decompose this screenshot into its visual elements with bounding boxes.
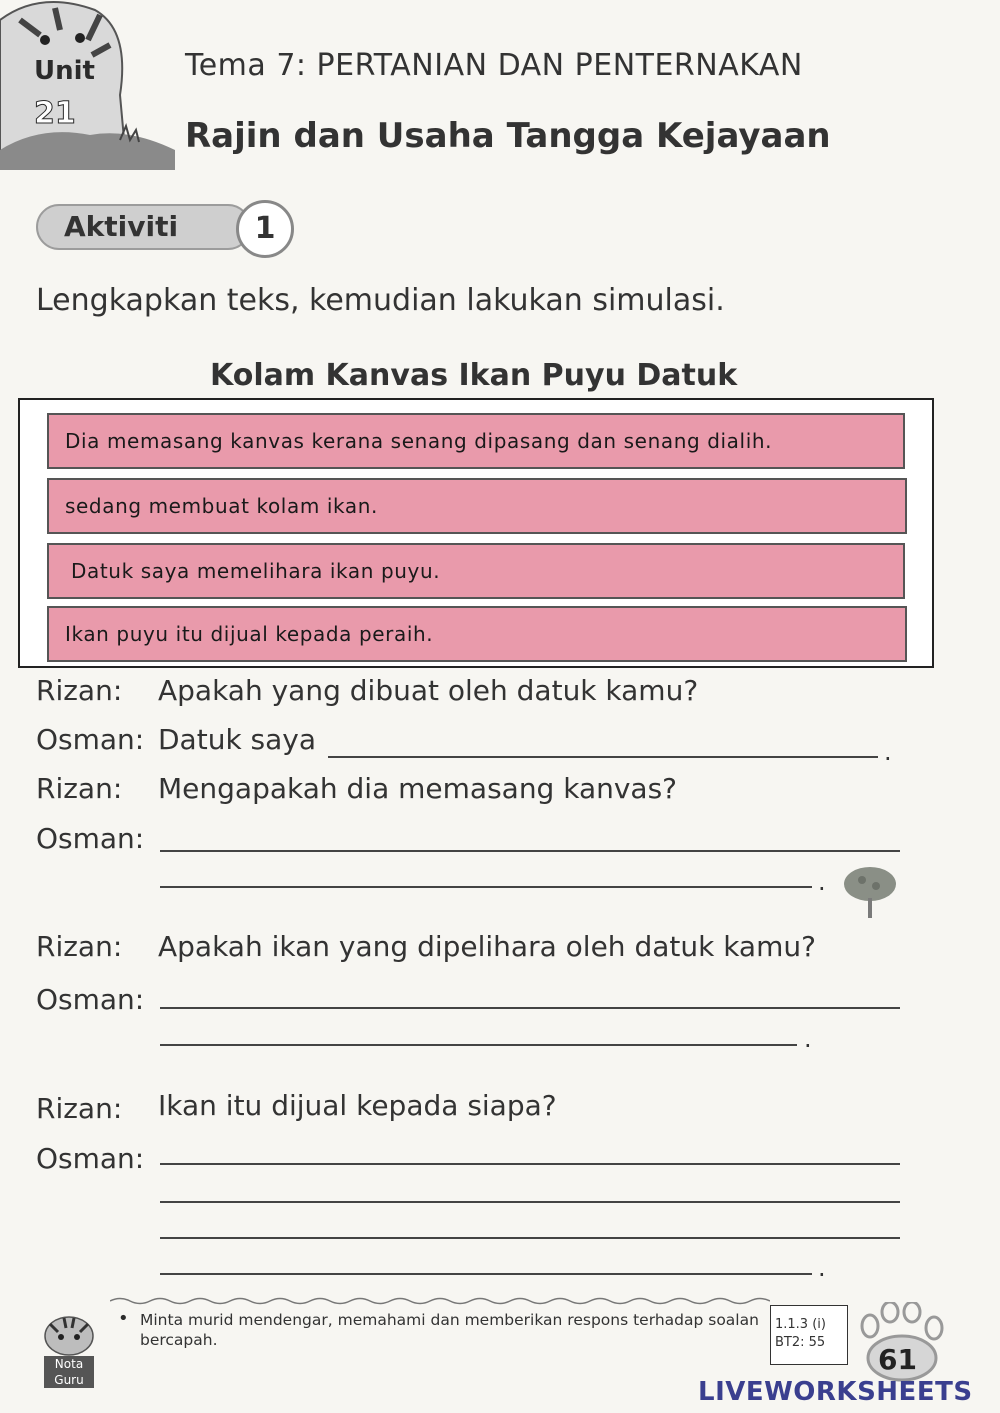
answer-blank[interactable]: [160, 1044, 797, 1046]
speaker-osman: Osman:: [36, 983, 145, 1016]
period: .: [818, 868, 826, 896]
question-3: Apakah ikan yang dipelihara oleh datuk kamu?: [158, 930, 816, 963]
activity-number: 1: [236, 200, 294, 258]
speaker-rizan: Rizan:: [36, 1092, 123, 1125]
sentence-bank: [18, 398, 934, 668]
tiger-face-icon: [42, 1310, 97, 1356]
answer-blank[interactable]: [160, 1201, 900, 1203]
speaker-osman: Osman:: [36, 723, 145, 756]
tree-icon: [840, 862, 896, 920]
unit-subtitle: Rajin dan Usaha Tangga Kejayaan: [185, 116, 831, 156]
curriculum-code: [770, 1305, 848, 1365]
question-4: Ikan itu dijual kepada siapa?: [158, 1089, 557, 1122]
teacher-note: Minta murid mendengar, memahami dan memberikan respons terhadap soalan bercapah.: [140, 1311, 759, 1349]
story-title: Kolam Kanvas Ikan Puyu Datuk: [210, 358, 738, 393]
sentence-card[interactable]: Dia memasang kanvas kerana senang dipasang dan senang dialih.: [47, 413, 905, 469]
period: .: [804, 1025, 812, 1053]
answer-blank[interactable]: [160, 1273, 812, 1275]
speaker-rizan: Rizan:: [36, 772, 123, 805]
speaker-rizan: Rizan:: [36, 674, 123, 707]
answer-blank[interactable]: [160, 850, 900, 852]
speaker-osman: Osman:: [36, 822, 145, 855]
sentence-card[interactable]: Datuk saya memelihara ikan puyu.: [47, 543, 905, 599]
period: .: [884, 738, 892, 766]
sentence-card[interactable]: sedang membuat kolam ikan.: [47, 478, 907, 534]
answer-blank[interactable]: [160, 1163, 900, 1165]
sentence-card[interactable]: Ikan puyu itu dijual kepada peraih.: [47, 606, 907, 662]
page-number: 61: [878, 1343, 917, 1376]
answer-prefix: Datuk saya: [158, 723, 317, 756]
unit-number: 21: [34, 96, 76, 131]
code-bt: BT2: 55: [775, 1335, 826, 1350]
code-standard: 1.1.3 (i): [775, 1317, 826, 1332]
question-1: Apakah yang dibuat oleh datuk kamu?: [158, 674, 699, 707]
answer-blank[interactable]: [328, 756, 878, 758]
unit-label: Unit: [34, 56, 95, 86]
activity-label: Aktiviti: [64, 210, 179, 243]
speaker-osman: Osman:: [36, 1142, 145, 1175]
wavy-divider: [110, 1296, 770, 1306]
nota-guru-badge: [42, 1310, 97, 1395]
instruction: Lengkapkan teks, kemudian lakukan simulasi.: [36, 283, 725, 318]
theme-title: Tema 7: PERTANIAN DAN PENTERNAKAN: [185, 48, 803, 83]
answer-blank[interactable]: [160, 886, 812, 888]
period: .: [818, 1254, 826, 1282]
nota-guru-label: Nota Guru: [44, 1356, 94, 1388]
speaker-rizan: Rizan:: [36, 930, 123, 963]
answer-blank[interactable]: [160, 1237, 900, 1239]
question-2: Mengapakah dia memasang kanvas?: [158, 772, 678, 805]
unit-badge: [0, 0, 175, 170]
watermark: LIVEWORKSHEETS: [698, 1377, 973, 1407]
bullet: •: [118, 1308, 129, 1329]
activity-badge: [36, 200, 281, 260]
answer-blank[interactable]: [160, 1007, 900, 1009]
